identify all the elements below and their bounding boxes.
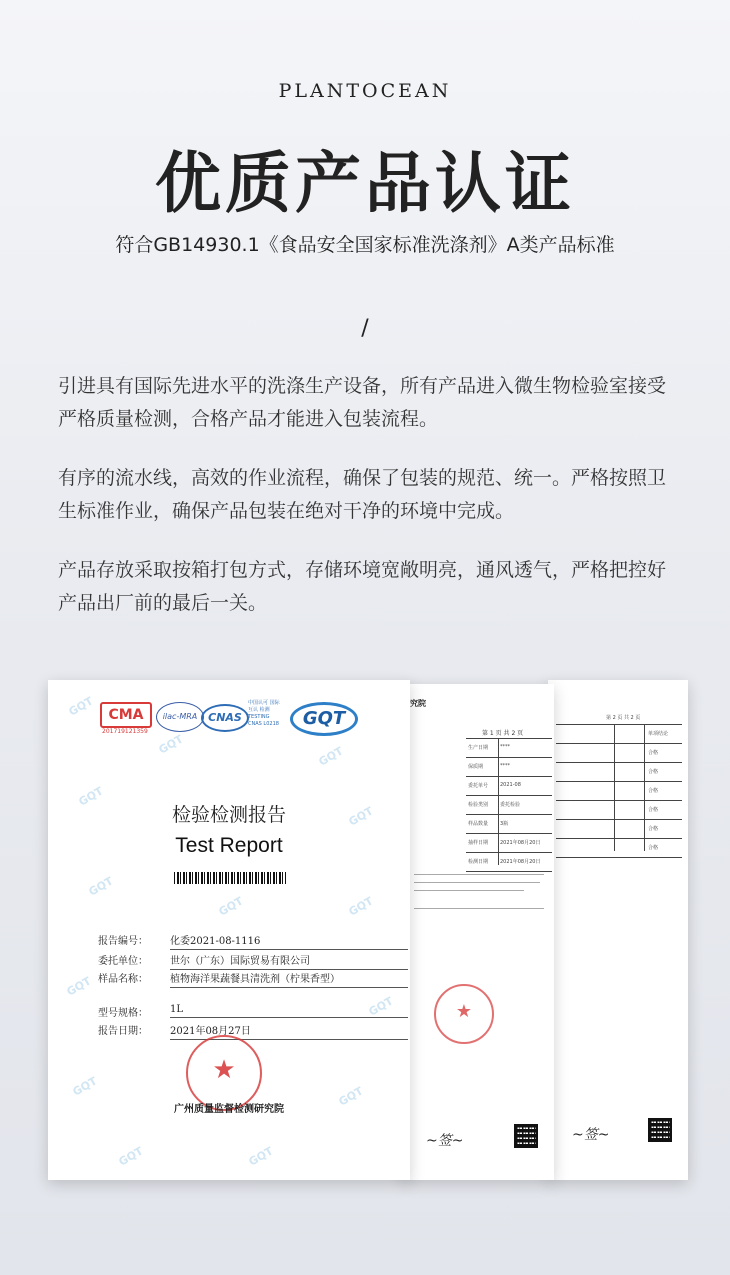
page2-key: 检测日期 <box>468 859 489 865</box>
qr-code-icon <box>514 1124 538 1148</box>
page3-value: 合格 <box>648 750 659 756</box>
page2-key: 抽样日期 <box>468 840 489 846</box>
paragraph-equipment: 引进具有国际先进水平的洗涤生产设备，所有产品进入微生物检验室接受严格质量检测，合格产品才能进入包装流程。 <box>58 375 667 430</box>
page3-value: 合格 <box>648 788 659 794</box>
page-subtitle: 符合GB14930.1《食品安全国家标准洗涤剂》A类产品标准 <box>115 234 615 256</box>
info-label: 样品名称： <box>98 974 148 985</box>
watermark: GQT <box>336 1084 366 1109</box>
watermark: GQT <box>156 732 186 757</box>
info-label: 报告日期： <box>98 1026 148 1037</box>
page2-val: **** <box>500 763 510 769</box>
watermark: GQT <box>66 694 96 719</box>
ilac-logo: ilac-MRA <box>156 702 204 732</box>
watermark: GQT <box>316 744 346 769</box>
page3-value: 合格 <box>648 807 659 813</box>
gqt-logo: GQT <box>290 702 358 736</box>
info-value: 化委2021-08-1116 <box>170 932 408 950</box>
page2-val: 委托检验 <box>500 802 521 808</box>
page2-title: 究院 <box>410 699 426 708</box>
watermark: GQT <box>70 1074 100 1099</box>
qr-code-icon <box>648 1118 672 1142</box>
report-page-3 <box>548 680 688 1180</box>
page2-val: 2021年08月20日 <box>500 840 541 846</box>
cma-number: 201719121359 <box>102 728 148 735</box>
page3-value: 合格 <box>648 826 659 832</box>
signature: ~签~ <box>426 1133 464 1149</box>
info-value: 1L <box>170 1004 408 1018</box>
watermark: GQT <box>64 974 94 999</box>
info-value: 2021年08月27日 <box>170 1022 408 1040</box>
page3-value: 合格 <box>648 845 659 851</box>
page2-val: **** <box>500 744 510 750</box>
page-title: 优质产品认证 <box>155 145 575 222</box>
red-seal-icon: ★ <box>434 984 494 1044</box>
info-value: 世尔（广东）国际贸易有限公司 <box>170 952 408 970</box>
divider-slash: / <box>361 316 369 341</box>
page2-val: 3瓶 <box>500 821 509 827</box>
page3-header: 单项结论 <box>648 731 669 737</box>
info-value: 植物海洋果蔬餐具清洗剂（柠果香型） <box>170 970 408 988</box>
watermark: GQT <box>116 1144 146 1169</box>
report-cover <box>48 680 410 1180</box>
page3-page-label: 第 2 页 共 2 页 <box>606 715 641 721</box>
red-seal-icon: ★ <box>186 1035 262 1111</box>
paragraph-storage: 产品存放采取按箱打包方式，存储环境宽敞明亮，通风透气，严格把控好产品出厂前的最后一关。 <box>58 559 667 614</box>
watermark: GQT <box>216 894 246 919</box>
paragraph-production: 有序的流水线，高效的作业流程，确保了包装的规范、统一。严格按照卫生标准作业，确保产品包装在绝对干净的环境中完成。 <box>58 467 667 522</box>
page2-key: 委托单号 <box>468 783 489 789</box>
watermark: GQT <box>346 894 376 919</box>
info-label: 型号规格： <box>98 1008 148 1019</box>
institute-name: 广州质量监督检测研究院 <box>174 1104 284 1115</box>
info-label: 委托单位： <box>98 956 148 967</box>
watermark: GQT <box>346 804 376 829</box>
page2-key: 检验类别 <box>468 802 489 808</box>
watermark: GQT <box>86 874 116 899</box>
barcode-icon <box>174 872 286 884</box>
report-page-2 <box>402 684 554 1180</box>
page2-page-label: 第 1 页 共 2 页 <box>482 730 524 737</box>
page2-key: 保质期 <box>468 764 484 770</box>
cma-logo: CMA <box>100 702 152 728</box>
cnas-logo: CNAS <box>201 704 249 732</box>
signature: ~签~ <box>572 1127 610 1143</box>
page2-key: 样品数量 <box>468 821 489 827</box>
page3-value: 合格 <box>648 769 659 775</box>
page2-val: 2021年08月20日 <box>500 859 541 865</box>
report-title-en: Test Report <box>175 834 283 857</box>
watermark: GQT <box>246 1144 276 1169</box>
page2-key: 生产日期 <box>468 745 489 751</box>
cnas-text: 中国认可 国际互认 检测 TESTING CNAS L0218 <box>248 700 280 727</box>
info-label: 报告编号： <box>98 936 148 947</box>
page2-val: 2021-08 <box>500 782 521 788</box>
report-title-cn: 检验检测报告 <box>171 804 286 826</box>
brand-name: PLANTOCEAN <box>278 80 452 102</box>
watermark: GQT <box>366 994 396 1019</box>
watermark: GQT <box>76 784 106 809</box>
